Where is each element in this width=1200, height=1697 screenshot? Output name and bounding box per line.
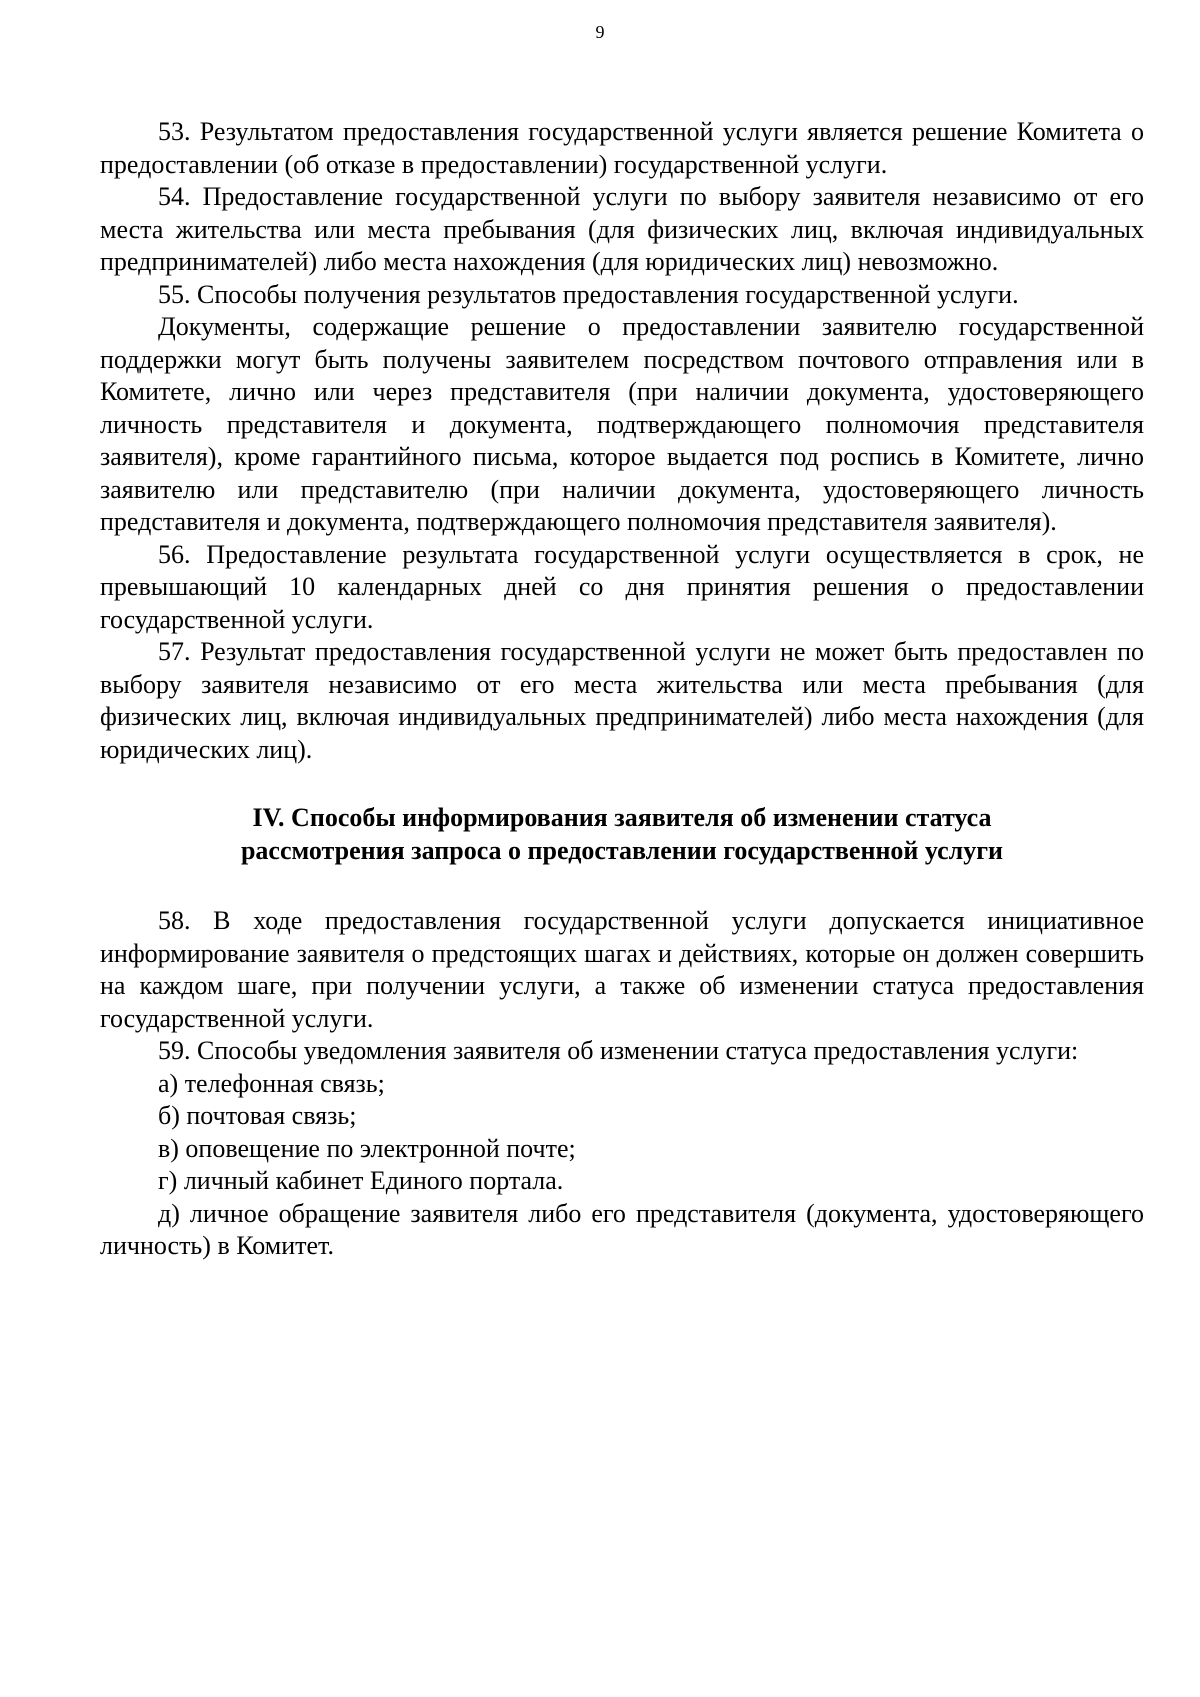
- page-number: 9: [595, 22, 605, 42]
- paragraph-56: 56. Предоставление результата государственной услуги осуществляется в срок, не превышающий 10 календарных дней со дня принятия решения о предоставлении государственной услуги.: [100, 539, 1144, 634]
- paragraph-55-documents: Документы, содержащие решение о предоставлении заявителю государственной поддержки могут быть получены заявителем посредством почтового отправления или в Комитете, лично или через представителя (при наличии документа, удостоверяющего личность представителя и документа, подтверждающего полномочия представителя заявителя), кроме гарантийного письма, которое выдается под роспись в Комитете, лично заявителю или представителю (при наличии документа, удостоверяющего личность представителя и документа, подтверждающего полномочия представителя заявителя).: [100, 312, 1144, 536]
- list-item-v: в) оповещение по электронной почте;: [158, 1133, 576, 1163]
- list-item-d: д) личное обращение заявителя либо его представителя (документа, удостоверяющего личность) в Комитет.: [100, 1198, 1144, 1260]
- paragraph-53: 53. Результатом предоставления государственной услуги является решение Комитета о предоставлении (об отказе в предоставлении) государственной услуги.: [100, 117, 1144, 179]
- section-heading: [100, 802, 1144, 867]
- list-item-b: б) почтовая связь;: [158, 1101, 357, 1130]
- paragraph-57: 57. Результат предоставления государственной услуги не может быть предоставлен по выбору заявителя независимо от его места жительства или места пребывания (для физических лиц, включая индивидуальных предпринимателей) либо места нахождения (для юридических лиц).: [100, 637, 1144, 764]
- list-item-a: а) телефонная связь;: [158, 1068, 385, 1098]
- paragraph-58: 58. В ходе предоставления государственной услуги допускается инициативное информирование заявителя о предстоящих шагах и действиях, которые он должен совершить на каждом шаге, при получении услуги, а также об изменении статуса предоставления государственной услуги.: [100, 906, 1144, 1033]
- paragraph-59: 59. Способы уведомления заявителя об изменении статуса предоставления услуги:: [158, 1036, 1079, 1065]
- document-body: [100, 116, 1144, 1263]
- section-heading-line-1: IV. Способы информирования заявителя об изменении статуса: [252, 803, 992, 832]
- paragraph-55: 55. Способы получения результатов предоставления государственной услуги.: [158, 279, 1019, 309]
- list-item-g: г) личный кабинет Единого портала.: [158, 1166, 564, 1195]
- section-heading-line-2: рассмотрения запроса о предоставлении государственной услуги: [240, 835, 1004, 865]
- paragraph-54: 54. Предоставление государственной услуги по выбору заявителя независимо от его места жительства или места пребывания (для физических лиц, включая индивидуальных предпринимателей) либо места нахождения (для юридических лиц) невозможно.: [100, 182, 1144, 276]
